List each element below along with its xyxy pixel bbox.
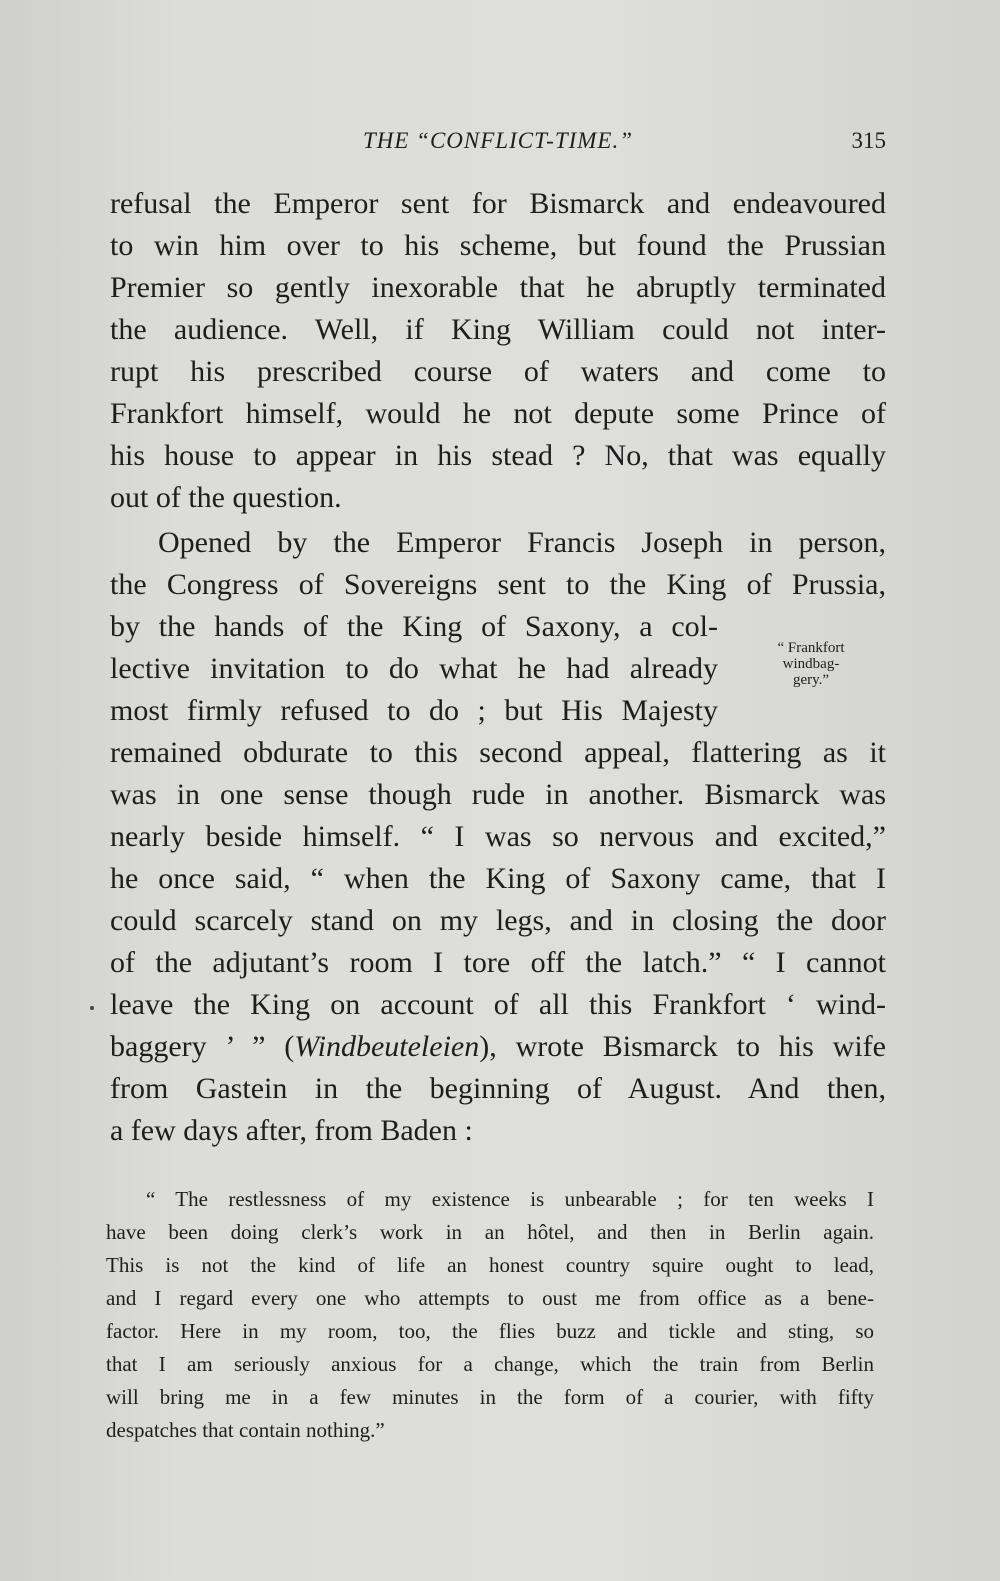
text-line: by the hands of the King of Saxony, a col- (110, 610, 718, 643)
text-line: Opened by the Emperor Francis Joseph in person, (158, 526, 886, 559)
text-line: he once said, “ when the King of Saxony came, that I (110, 862, 886, 895)
text-line: the Congress of Sovereigns sent to the King of Prussia, (110, 568, 886, 601)
text-line: Frankfort himself, would he not depute some Prince of (110, 397, 886, 430)
text-line: nearly beside himself. “ I was so nervous and excited,” (110, 820, 886, 853)
page-number: 315 (851, 128, 886, 153)
text-line: out of the question. (110, 481, 342, 514)
text-line: most firmly refused to do ; but His Majesty (110, 694, 718, 727)
italic-word: Windbeuteleien (294, 1030, 480, 1063)
text-line: to win him over to his scheme, but found the Prussian (110, 229, 886, 262)
text-line: lective invitation to do what he had already (110, 652, 718, 685)
text-line: was in one sense though rude in another. Bismarck was (110, 778, 886, 811)
text-line: baggery ’ ” (Windbeuteleien), wrote Bismarck to his wife (110, 1030, 886, 1063)
chapter-title: THE “CONFLICT-TIME.” (362, 128, 634, 153)
quote-line: This is not the kind of life an honest country squire ought to lead, (106, 1253, 874, 1277)
text-line: Premier so gently inexorable that he abruptly terminated (110, 271, 886, 304)
print-speck (90, 1006, 94, 1010)
text-line: from Gastein in the beginning of August. And then, (110, 1072, 886, 1105)
quote-line: factor. Here in my room, too, the flies buzz and tickle and sting, so (106, 1319, 874, 1343)
margin-note-line: “ Frankfort (777, 640, 845, 656)
margin-note (746, 640, 876, 688)
text-line: a few days after, from Baden : (110, 1114, 473, 1147)
text-line: his house to appear in his stead ? No, that was equally (110, 439, 886, 472)
margin-note-line: windbag- (782, 656, 840, 672)
margin-note-line: gery.” (792, 672, 830, 688)
quote-line: that I am seriously anxious for a change, which the train from Berlin (106, 1352, 874, 1376)
quote-line: will bring me in a few minutes in the form of a courier, with fifty (106, 1385, 874, 1409)
quote-line: have been doing clerk’s work in an hôtel, and then in Berlin again. (106, 1220, 874, 1244)
text-line: rupt his prescribed course of waters and come to (110, 355, 886, 388)
running-head (110, 128, 886, 164)
text-line: the audience. Well, if King William could not inter- (110, 313, 886, 346)
text-line: refusal the Emperor sent for Bismarck and endeavoured (110, 187, 886, 220)
text-line: could scarcely stand on my legs, and in closing the door (110, 904, 886, 937)
quote-line: and I regard every one who attempts to oust me from office as a bene- (106, 1286, 874, 1310)
text-line: leave the King on account of all this Frankfort ‘ wind- (110, 988, 886, 1021)
quote-line: despatches that contain nothing.” (106, 1418, 385, 1442)
text-line: of the adjutant’s room I tore off the latch.” “ I cannot (110, 946, 886, 979)
quote-line: “ The restlessness of my existence is unbearable ; for ten weeks I (146, 1187, 874, 1211)
text-line: remained obdurate to this second appeal, flattering as it (110, 736, 886, 769)
